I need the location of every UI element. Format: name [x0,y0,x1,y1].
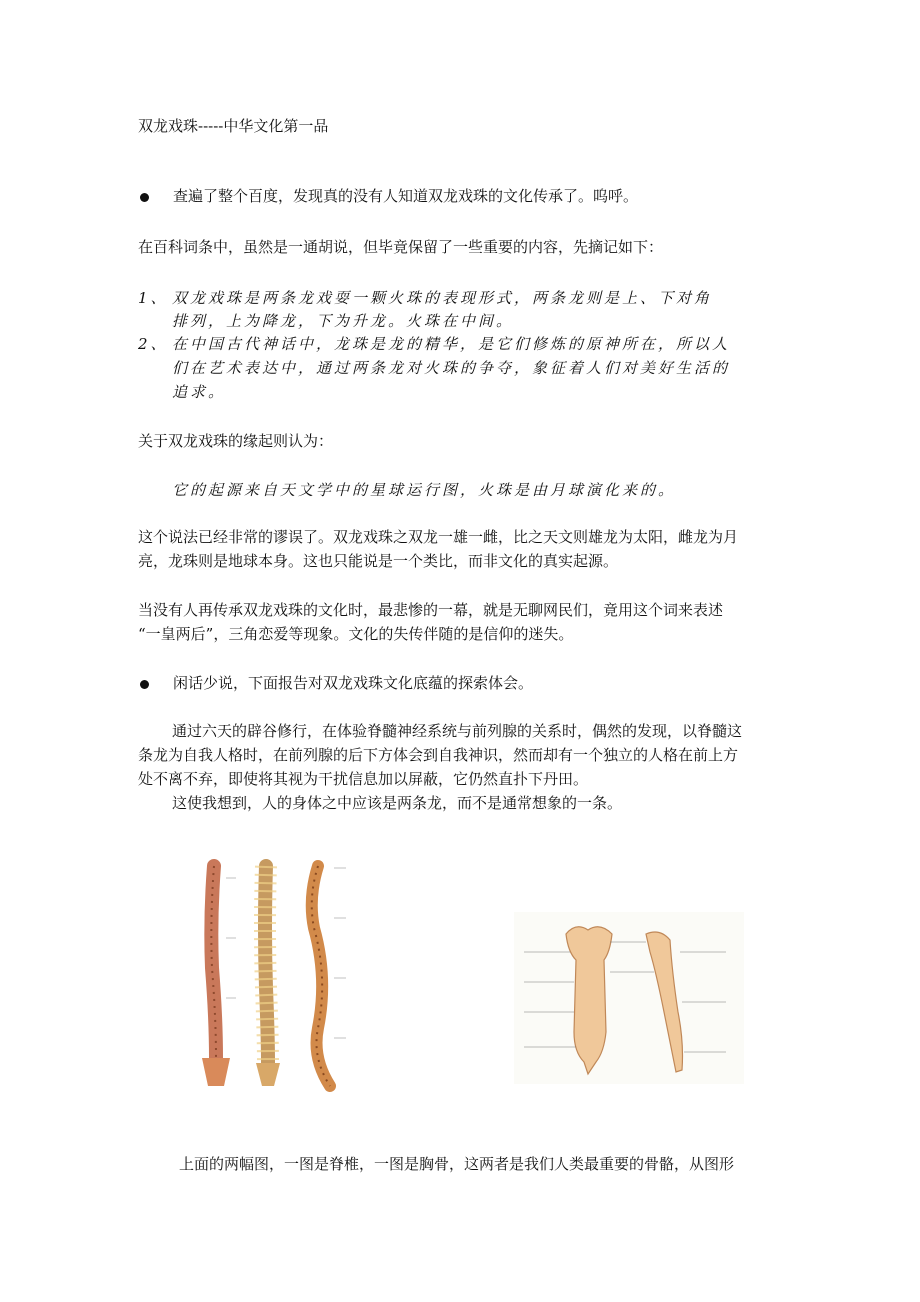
list-item-2-line-1: 在中国古代神话中，龙珠是龙的精华，是它们修炼的原神所在，所以人 [172,335,731,353]
doc-title: 双龙戏珠-----中华文化第一品 [138,117,329,135]
bullet-icon [140,193,149,202]
para-1: 查遍了整个百度，发现真的没有人知道双龙戏珠的文化传承了。呜呼。 [173,187,639,205]
para-8: 这使我想到，人的身体之中应该是两条龙，而不是通常想象的一条。 [172,794,623,812]
para-5-line-2: “一皇两后”，三角恋爱等现象。文化的失传伴随的是信仰的迷失。 [138,625,574,643]
para-7-line-1: 通过六天的辟谷修行，在体验脊髓神经系统与前列腺的关系时，偶然的发现，以脊髓这 [172,722,743,740]
list-item-2-line-2: 们在艺术表达中，通过两条龙对火珠的争夺，象征着人们对美好生活的 [172,359,731,377]
para-4-line-2: 亮，龙珠则是地球本身。这也只能说是一个类比，而非文化的真实起源。 [138,552,619,570]
sternum-figure [514,912,744,1084]
spine-figure [190,858,360,1098]
list-item-2-line-3: 追求。 [172,383,227,401]
list-item-1-line-2: 排列，上为降龙，下为升龙。火珠在中间。 [172,312,515,330]
para-5-line-1: 当没有人再传承双龙戏珠的文化时，最悲惨的一幕，就是无聊网民们，竟用这个词来表述 [138,601,724,619]
para-2: 在百科词条中，虽然是一通胡说，但毕竟保留了一些重要的内容，先摘记如下： [138,238,664,256]
list-item-1-line-1: 双龙戏珠是两条龙戏耍一颗火珠的表现形式，两条龙则是上、下对角 [172,289,713,307]
para-7-line-2: 条龙为自我人格时，在前列腺的后下方体会到自我神识，然而却有一个独立的人格在前上方 [138,746,739,764]
para-6: 闲话少说，下面报告对双龙戏珠文化底蕴的探索体会。 [173,674,534,692]
para-3: 关于双龙戏珠的缘起则认为： [138,432,334,450]
quote: 它的起源来自天文学中的星球运行图，火珠是由月球演化来的。 [172,481,677,499]
bullet-icon [140,680,149,689]
para-7-line-3: 处不离不弃，即使将其视为干扰信息加以屏蔽，它仍然直扑下丹田。 [138,770,589,788]
list-num-1: 1、 [138,289,169,307]
para-4-line-1: 这个说法已经非常的谬误了。双龙戏珠之双龙一雄一雌，比之天文则雄龙为太阳，雌龙为月 [138,528,739,546]
para-9: 上面的两幅图，一图是脊椎，一图是胸骨，这两者是我们人类最重要的骨骼，从图形 [179,1155,735,1173]
list-num-2: 2、 [138,335,169,353]
